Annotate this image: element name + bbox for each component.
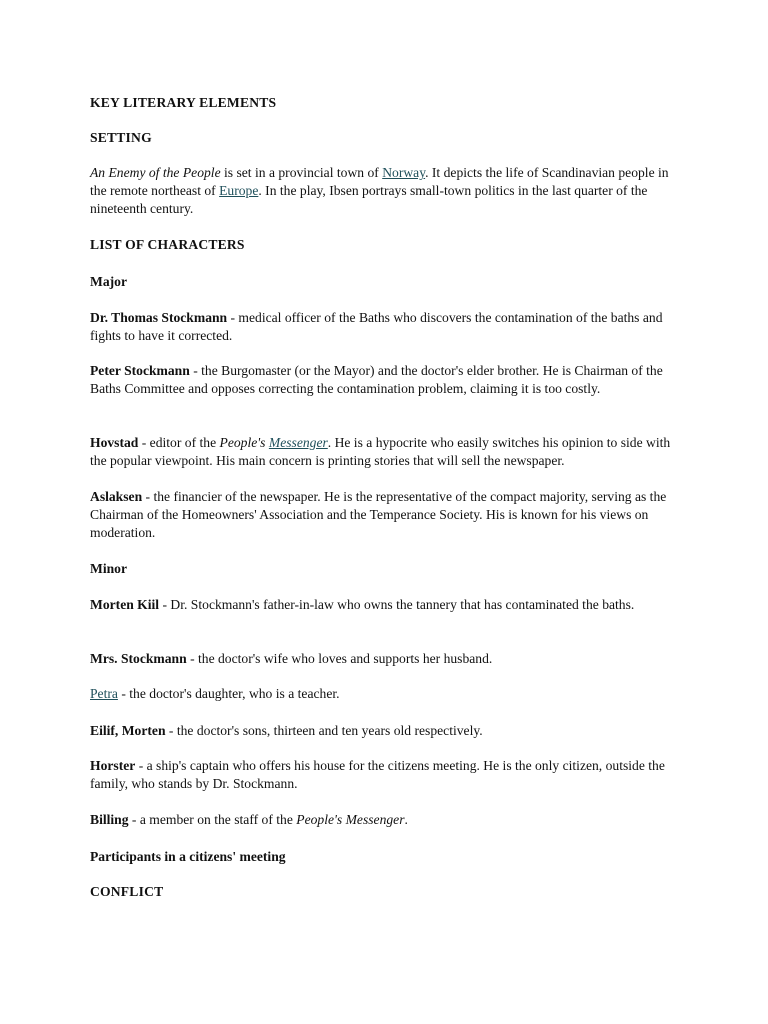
- character-eilif-morten: [90, 722, 675, 740]
- character-description: - the financier of the newspaper. He is the representative of the compact majority, serving as the Chairman of the Homeowners' Association and the Temperance Society. His is known for his views on moderation.: [90, 489, 667, 540]
- character-description: - medical officer of the Baths who discovers the contamination of the baths and fights to have it corrected.: [90, 310, 663, 343]
- character-name: Dr. Thomas Stockmann: [90, 310, 228, 325]
- major-heading: Major: [90, 274, 127, 289]
- character-description: - a ship's captain who offers his house for the citizens meeting. He is the only citizen, outside the family, who stands by Dr. Stockmann.: [90, 758, 665, 791]
- setting-text-2: . It depicts the life of Scandinavian people in the remote northeast of: [90, 165, 669, 198]
- character-name: Morten Kiil: [90, 597, 160, 612]
- character-description: - a member on the staff of the: [128, 812, 297, 827]
- character-thomas-stockmann: [90, 309, 675, 345]
- character-name: Hovstad: [90, 435, 139, 450]
- character-description: - the doctor's sons, thirteen and ten years old respectively.: [165, 723, 483, 738]
- character-name: Eilif, Morten: [90, 723, 166, 738]
- norway-link[interactable]: Norway: [382, 165, 426, 180]
- character-description: - the doctor's daughter, who is a teacher.: [117, 686, 340, 701]
- setting-heading: SETTING: [90, 130, 152, 145]
- play-title: An Enemy of the People: [90, 165, 221, 180]
- setting-text-1: is set in a provincial town of: [220, 165, 383, 180]
- character-description: - the doctor's wife who loves and supports her husband.: [186, 651, 493, 666]
- character-name: Billing: [90, 812, 129, 827]
- character-name: Horster: [90, 758, 136, 773]
- characters-heading: LIST OF CHARACTERS: [90, 237, 245, 252]
- newspaper-title: People's Messenger: [296, 812, 405, 827]
- setting-text-3: . In the play, Ibsen portrays small-town politics in the last quarter of the nineteenth century.: [90, 183, 648, 216]
- character-hovstad: [90, 434, 685, 470]
- character-mrs-stockmann: [90, 650, 675, 668]
- newspaper-title: People's: [219, 435, 266, 450]
- character-description: - editor of the: [138, 435, 220, 450]
- conflict-heading: CONFLICT: [90, 884, 164, 899]
- character-name: Aslaksen: [90, 489, 143, 504]
- messenger-link[interactable]: Messenger: [268, 435, 328, 450]
- setting-paragraph: [90, 164, 685, 218]
- minor-heading: Minor: [90, 561, 127, 576]
- character-aslaksen: [90, 488, 675, 542]
- europe-link[interactable]: Europe: [219, 183, 259, 198]
- character-horster: [90, 757, 670, 793]
- character-description: - the Burgomaster (or the Mayor) and the doctor's elder brother. He is Chairman of the Baths Committee and opposes correcting the contamination problem, claiming it is too costly.: [90, 363, 663, 396]
- character-name: Peter Stockmann: [90, 363, 190, 378]
- character-petra: [90, 685, 675, 703]
- character-name: Mrs. Stockmann: [90, 651, 187, 666]
- character-peter-stockmann: [90, 362, 675, 398]
- document-title: KEY LITERARY ELEMENTS: [90, 95, 277, 110]
- petra-link[interactable]: Petra: [90, 686, 118, 701]
- participants-heading: Participants in a citizens' meeting: [90, 849, 286, 864]
- character-morten-kiil: [90, 596, 675, 614]
- character-billing: Billing - a member on the staff of the People's Messenger.: [90, 812, 408, 827]
- character-description: - Dr. Stockmann's father-in-law who owns the tannery that has contaminated the baths.: [159, 597, 635, 612]
- character-description: . He is a hypocrite who easily switches his opinion to side with the popular viewpoint. His main concern is printing stories that will sell the newspaper.: [90, 435, 671, 468]
